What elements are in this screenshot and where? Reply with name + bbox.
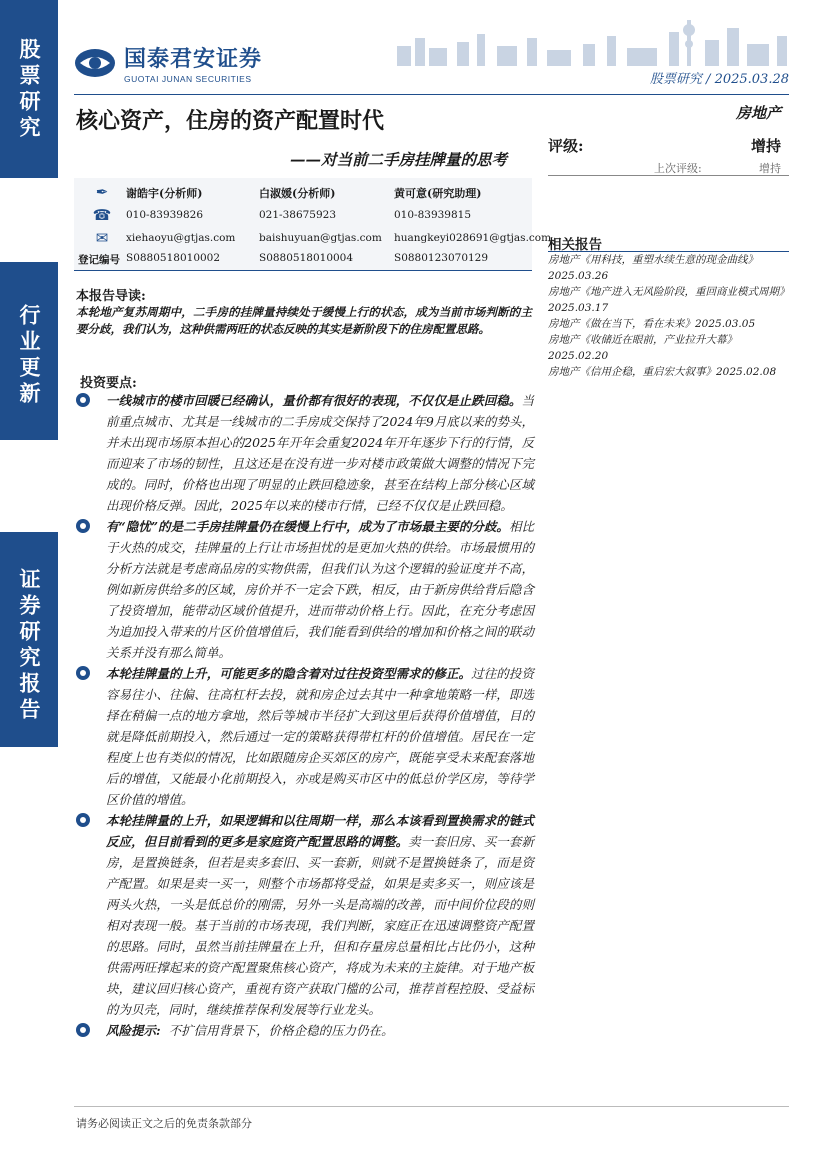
point-item [76, 390, 534, 516]
mail-icon: ✉ [95, 229, 109, 247]
point-heading: 有“隐忧”的是二手房挂牌量仍在缓慢上行中，成为了市场最主要的分歧。 [106, 519, 509, 534]
point-item [76, 1020, 534, 1041]
analyst-panel [74, 178, 552, 270]
point-body: 卖一套旧房、买一套新房，是置换链条，但若是卖多套旧、买一套新，则就不是置换链条了，而是资产配置。如果是卖一买一，则整个市场都将受益，如果是卖多买一，则应该是两头火热，一头是低总价的刚需，另外一头是高端的改善，而中间价位段的则相对表现一般。基于当前的市场表现，我们判断，家庭正在迅速调整资产配置的思路。同时，虽然当前挂牌量在上升，但和存量房总量相比占比仍小，这种供需两旺撑起来的资产配置聚焦核心资产，将成为未来的主旋律。对于地产板块，建议回归核心资产，重视有资产获取门槛的公司，推荐首程控股、受益标的为贝壳，同时，继续推荐保利发展等行业龙头。 [106, 834, 534, 1017]
brand-logo-mark [74, 48, 116, 78]
points-list [76, 390, 534, 1041]
sidebar-block-top [0, 0, 58, 178]
analyst-email[interactable]: xiehaoyu@gtjas.com [126, 232, 236, 244]
bullet-icon [76, 393, 90, 407]
analyst-email[interactable]: baishuyuan@gtjas.com [259, 232, 382, 244]
point-body: 过往的投资容易往小、往偏、往高杠杆去投，就和房企过去其中一种拿地策略一样，即选择在稍偏一点的地方拿地，然后等城市半径扩大到这里后获得价值增值，目的就是降低前期投入，然后通过一定的策略获得带杠杆的价值增值。居民在一定程度上也有类似的情况，比如跟随房企买郊区的房产，既能享受未来配套落地后的增值，又能最小化前期投入，亦或是购买市区中的低总价学区房，等待学区价值的增值。 [106, 666, 534, 807]
analyst-email[interactable]: huangkeyi028691@gtjas.com [394, 232, 552, 244]
analyst-phone: 010-83939815 [394, 209, 472, 221]
analyst-name: 谢皓宇(分析师) [126, 187, 203, 200]
footer-disclaimer[interactable]: 请务必阅读正文之后的免责条款部分 [76, 1117, 252, 1130]
bullet-icon [76, 519, 90, 533]
related-report-item[interactable]: 房地产《用科技，重塑水续生意的现金曲线》2025.03.26 [548, 254, 758, 282]
rating-label: 评级: [548, 137, 584, 155]
brand-name-cn: 国泰君安证券 [124, 47, 263, 72]
sidebar-label-top: 股票研究 [17, 38, 41, 142]
guide-heading: 本报告导读: [76, 289, 146, 304]
point-heading: 风险提示: [106, 1023, 161, 1038]
analyst-reg: S0880123070129 [394, 252, 489, 264]
analyst-name: 黄可意(研究助理) [394, 187, 482, 200]
brand-logo [74, 42, 262, 84]
rating-value: 增持 [750, 137, 781, 155]
reg-label: 登记编号 [78, 254, 120, 266]
point-heading: 一线城市的楼市回暖已经确认，量价都有很好的表现，不仅仅是止跌回稳。 [106, 393, 522, 408]
sector-label: 房地产 [735, 104, 781, 122]
skyline-illustration [387, 8, 807, 66]
prev-rating-label: 上次评级: [654, 162, 702, 175]
rating-divider [548, 175, 789, 176]
pen-icon: ✒ [95, 183, 109, 201]
related-reports-list [548, 252, 788, 380]
analyst-phone: 010-83939826 [126, 209, 204, 221]
point-body: 当前重点城市、尤其是一线城市的二手房成交保持了2024年9月底以来的势头，并未出现市场原本担心的2025年开年会重复2024年开年逐步下行的行情，反而迎来了市场的韧性，且这还是在没有进一步对楼市政策做大调整的情况下完成的。同时，价格也出现了明显的止跌回稳迹象，甚至在结构上部分核心区域出现价格反弹。因此，2025年以来的楼市行情，已经不仅仅是止跌回稳。 [106, 393, 534, 513]
analyst-name: 白淑媛(分析师) [259, 187, 336, 200]
point-item [76, 663, 534, 810]
footer-divider [74, 1106, 789, 1107]
header-divider [74, 94, 789, 95]
report-kind-date: 股票研究 / 2025.03.28 [649, 72, 789, 87]
analyst-reg: S0880518010002 [126, 252, 221, 264]
report-subtitle: ——对当前二手房挂牌量的思考 [290, 150, 508, 169]
point-item [76, 516, 534, 663]
point-item [76, 810, 534, 1020]
guide-body: 本轮地产复苏周期中，二手房的挂牌量持续处于缓慢上行的状态，成为当前市场判断的主要分歧，我们认为，这种供需两旺的状态反映的其实是新阶段下的住房配置思路。 [76, 305, 532, 336]
related-reports-title: 相关报告 [548, 237, 602, 253]
point-body: 不扩信用背景下，价格企稳的压力仍在。 [168, 1023, 394, 1038]
sidebar-block-bottom [0, 532, 58, 747]
related-report-item[interactable]: 房地产《做在当下，看在未来》2025.03.05 [548, 318, 756, 330]
bullet-icon [76, 813, 90, 827]
point-heading: 本轮挂牌量的上升，可能更多的隐含着对过往投资型需求的修正。 [106, 666, 472, 681]
sidebar-block-middle [0, 262, 58, 440]
points-heading: 投资要点: [80, 376, 137, 391]
analyst-reg: S0880518010004 [259, 252, 354, 264]
prev-rating-value: 增持 [759, 162, 781, 175]
analyst-divider [74, 270, 532, 271]
analyst-phone: 021-38675923 [259, 209, 337, 221]
related-report-item[interactable]: 房地产《收储近在眼前，产业拉升大幕》2025.02.20 [548, 334, 737, 362]
sidebar-label-middle: 行业更新 [17, 304, 41, 408]
bullet-icon [76, 1023, 90, 1037]
point-body: 相比于火热的成交，挂牌量的上行让市场担忧的是更加火热的供给。市场最惯用的分析方法就是考虑商品房的实物供需，但我们认为这个逻辑的验证度并不高，例如新房供给多的区域，房价并不一定会下跌，相反，由于新房供给背后隐含了投资增加，能带动区域价值提升，进而带动价格上行。因此，在充分考虑因为追加投入带来的片区价值增值后，我们能看到供给的增加和价格之间的联动关系并没有那么简单。 [106, 519, 534, 660]
sidebar-label-bottom: 证券研究报告 [17, 568, 41, 724]
point-heading: 本轮挂牌量的上升，如果逻辑和以往周期一样，那么本该看到置换需求的链式反应，但目前看到的更多是家庭资产配置思路的调整。 [106, 813, 534, 849]
phone-icon: ☎ [92, 206, 112, 224]
related-report-item[interactable]: 房地产《地产进入无风险阶段，重回商业模式周期》2025.03.17 [548, 286, 785, 314]
bullet-icon [76, 666, 90, 680]
brand-name-en: GUOTAI JUNAN SECURITIES [124, 74, 252, 84]
related-report-item[interactable]: 房地产《信用企稳，重启宏大叙事》2025.02.08 [548, 366, 777, 378]
report-title: 核心资产，住房的资产配置时代 [76, 109, 385, 134]
